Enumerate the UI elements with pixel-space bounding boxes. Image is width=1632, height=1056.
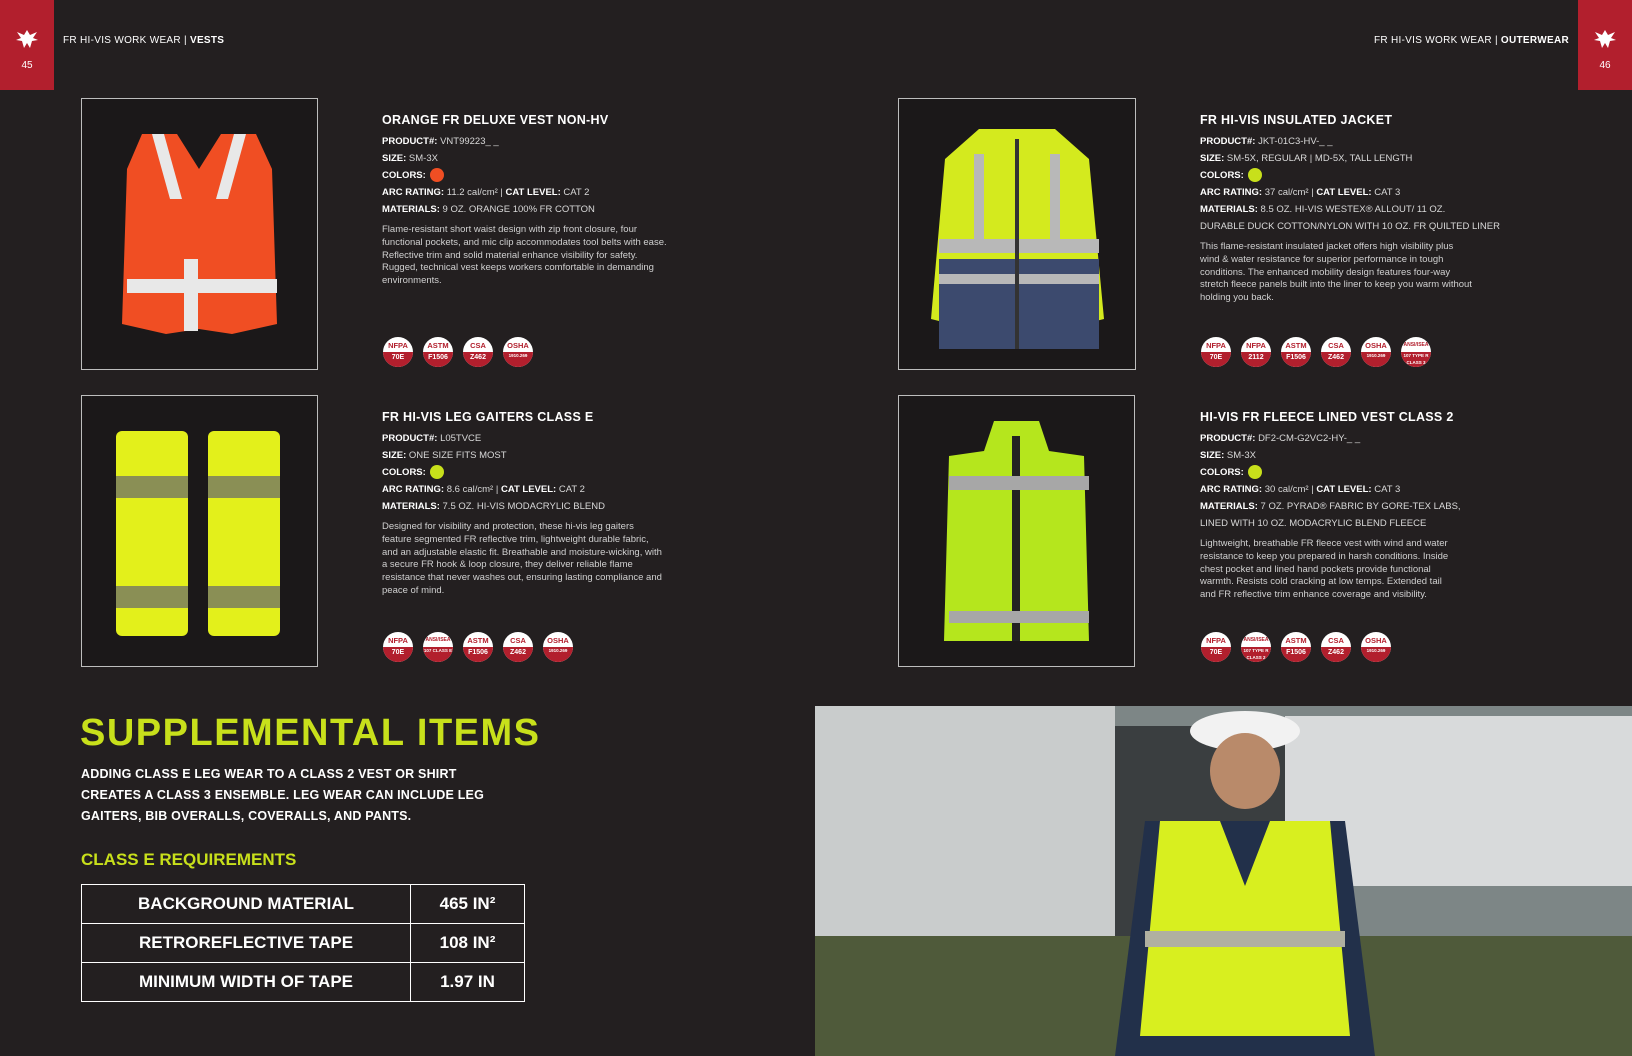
badge-standard: CSA — [470, 341, 486, 350]
cert-badge — [1361, 337, 1391, 367]
color-swatch — [430, 168, 444, 182]
product-size: SIZE: SM-5X, REGULAR | MD-5X, TALL LENGTH — [1200, 153, 1413, 164]
row-value: 465 IN² — [411, 885, 525, 924]
product-number: PRODUCT#: L05TVCE — [382, 433, 482, 444]
color-swatch — [1248, 465, 1262, 479]
cert-badge — [423, 632, 453, 662]
badge-code: F1506 — [423, 352, 453, 367]
row-label: BACKGROUND MATERIAL — [82, 885, 411, 924]
badge-standard: NFPA — [388, 341, 408, 350]
product-description: This flame-resistant insulated jacket offers high visibility plus wind & water resistance for superior performance in tough conditions. The enhanced mobility design features four-way stretch fleece panels built into the liner to keep you warm without holding you back. — [1200, 241, 1472, 304]
section-header-right — [1374, 35, 1569, 46]
badge-code: 1910.269 — [1361, 647, 1391, 662]
badge-standard: CSA — [510, 636, 526, 645]
brand-tab-right — [1578, 0, 1632, 90]
product-materials: MATERIALS: 7.5 OZ. HI-VIS MODACRYLIC BLEND — [382, 501, 605, 512]
product-arc: ARC RATING: 37 cal/cm² | CAT LEVEL: CAT 3 — [1200, 187, 1401, 198]
cert-badge — [463, 337, 493, 367]
product-materials: MATERIALS: 7 OZ. PYRAD® FABRIC BY GORE-TEX LABS, — [1200, 501, 1461, 512]
product-title: ORANGE FR DELUXE VEST NON-HV — [382, 113, 609, 127]
cert-badges — [383, 337, 533, 367]
cert-badges — [1201, 632, 1391, 662]
badge-standard: OSHA — [507, 341, 529, 350]
cert-badge — [503, 632, 533, 662]
product-description: Designed for visibility and protection, these hi-vis leg gaiters feature segmented FR reflective trim, lightweight durable fabric, and an adjustable elastic fit. Breathable and moisture-wicking, with a secure FR hook & loop closure, they deliver reliable flame resistance that never washes out, ensuring lasting compliance and peace of mind. — [382, 521, 662, 596]
table-row — [82, 924, 525, 963]
badge-standard: OSHA — [1365, 341, 1387, 350]
product-orange-vest — [382, 113, 672, 288]
cert-badge — [503, 337, 533, 367]
product-photo-insulated-jacket — [898, 98, 1136, 370]
product-description: Flame-resistant short waist design with zip front closure, four functional pockets, and mic clip accommodates tool belts with ease. Reflective trim and solid material enhance visibility for safety. Rugged, technical vest keeps workers comfortable in demanding environments. — [382, 224, 667, 287]
product-colors: COLORS: — [382, 167, 672, 184]
badge-code: Z462 — [1321, 647, 1351, 662]
cert-badge — [423, 337, 453, 367]
product-colors: COLORS: — [1200, 464, 1490, 481]
product-materials: MATERIALS: 9 OZ. ORANGE 100% FR COTTON — [382, 204, 595, 215]
table-row — [82, 885, 525, 924]
product-size: SIZE: SM-3X — [1200, 450, 1256, 461]
cert-badge — [1201, 337, 1231, 367]
badge-code: Z462 — [1321, 352, 1351, 367]
row-value: 108 IN² — [411, 924, 525, 963]
bird-logo-icon — [1592, 26, 1618, 52]
product-number: PRODUCT#: DF2-CM-G2VC2-HY-_ _ — [1200, 433, 1361, 444]
supplemental-text: ADDING CLASS E LEG WEAR TO A CLASS 2 VEST OR SHIRT CREATES A CLASS 3 ENSEMBLE. LEG WEAR CAN INCLUDE LEG GAITERS, BIB OVERALLS, COVERALLS, AND PANTS. — [81, 767, 485, 823]
cert-badge — [1281, 632, 1311, 662]
badge-code: 1910.269 — [503, 352, 533, 367]
product-title: HI-VIS FR FLEECE LINED VEST CLASS 2 — [1200, 410, 1454, 424]
cert-badge — [1201, 632, 1231, 662]
color-swatch — [1248, 168, 1262, 182]
hivis-jacket-image — [899, 99, 1135, 369]
badge-standard: ANSI/ISEA — [1243, 637, 1269, 643]
badge-standard: OSHA — [547, 636, 569, 645]
badge-standard: NFPA — [1206, 341, 1226, 350]
product-colors: COLORS: — [382, 464, 672, 481]
cert-badge — [1361, 632, 1391, 662]
cert-badge — [383, 337, 413, 367]
badge-code: 107 CLASS E — [423, 647, 453, 662]
badge-code: 1910.269 — [1361, 352, 1391, 367]
bird-logo-icon — [14, 26, 40, 52]
badge-code: 107 TYPE R CLASS 2 — [1241, 647, 1271, 662]
product-materials: MATERIALS: 8.5 OZ. HI-VIS WESTEX® ALLOUT/ 11 OZ. — [1200, 204, 1446, 215]
cert-badge — [1321, 337, 1351, 367]
badge-code: 107 TYPE R CLASS 3 — [1401, 352, 1431, 367]
supplemental-title: SUPPLEMENTAL ITEMS — [80, 712, 541, 754]
badge-code: F1506 — [1281, 352, 1311, 367]
row-value: 1.97 IN — [411, 963, 525, 1002]
product-materials-cont: DURABLE DUCK COTTON/NYLON WITH 10 OZ. FR QUILTED LINER — [1200, 221, 1500, 232]
cert-badge — [1401, 337, 1431, 367]
category-name: VESTS — [189, 35, 225, 46]
product-photo-fleece-vest — [898, 395, 1135, 667]
product-size: SIZE: ONE SIZE FITS MOST — [382, 450, 507, 461]
badge-standard: ASTM — [427, 341, 449, 350]
page-number: 46 — [1599, 60, 1611, 71]
product-number: PRODUCT#: VNT99223_ _ — [382, 136, 499, 147]
badge-code: F1506 — [463, 647, 493, 662]
badge-standard: OSHA — [1365, 636, 1387, 645]
badge-standard: NFPA — [1246, 341, 1266, 350]
cert-badge — [1321, 632, 1351, 662]
badge-standard: ASTM — [1285, 341, 1307, 350]
badge-code: 70E — [383, 352, 413, 367]
cert-badges — [383, 632, 573, 662]
product-arc: ARC RATING: 8.6 cal/cm² | CAT LEVEL: CAT 2 — [382, 484, 585, 495]
fleece-vest-image — [899, 396, 1134, 666]
orange-vest-image — [82, 99, 317, 369]
table-row — [82, 963, 525, 1002]
section-name: FR HI-VIS WORK WEAR — [1373, 35, 1492, 46]
badge-standard: NFPA — [1206, 636, 1226, 645]
badge-standard: ASTM — [1285, 636, 1307, 645]
brand-tab-left — [0, 0, 54, 90]
product-photo-orange-vest — [81, 98, 318, 370]
badge-standard: CSA — [1328, 341, 1344, 350]
leg-gaiters-image — [82, 396, 317, 666]
badge-code: F1506 — [1281, 647, 1311, 662]
product-insulated-jacket — [1200, 113, 1530, 305]
product-title: FR HI-VIS INSULATED JACKET — [1200, 113, 1393, 127]
row-label: RETROREFLECTIVE TAPE — [82, 924, 411, 963]
product-description: Lightweight, breathable FR fleece vest with wind and water resistance to keep you prepared in harsh conditions. Inside chest pocket and lined hand pockets provide functional warmth. Resists cold cracking at low temps. Extended tail and FR reflective trim enhance coverage and visibility. — [1200, 538, 1449, 601]
worker-in-vest-image — [815, 706, 1632, 1056]
badge-standard: ANSI/ISEA — [1403, 342, 1429, 348]
product-colors: COLORS: — [1200, 167, 1530, 184]
badge-code: Z462 — [463, 352, 493, 367]
requirements-table — [81, 884, 525, 1002]
cert-badge — [1241, 632, 1271, 662]
product-materials-cont: LINED WITH 10 OZ. MODACRYLIC BLEND FLEECE — [1200, 518, 1427, 529]
cert-badge — [463, 632, 493, 662]
badge-code: Z462 — [503, 647, 533, 662]
section-name: FR HI-VIS WORK WEAR — [63, 35, 181, 46]
badge-code: 1910.269 — [543, 647, 573, 662]
badge-standard: CSA — [1328, 636, 1344, 645]
cert-badge — [543, 632, 573, 662]
product-photo-leg-gaiters — [81, 395, 318, 667]
product-title: FR HI-VIS LEG GAITERS CLASS E — [382, 410, 594, 424]
badge-code: 2112 — [1241, 352, 1271, 367]
badge-standard: ANSI/ISEA — [425, 637, 451, 643]
badge-standard: ASTM — [467, 636, 489, 645]
badge-code: 70E — [383, 647, 413, 662]
page-number: 45 — [21, 60, 33, 71]
badge-standard: NFPA — [388, 636, 408, 645]
section-header-left — [63, 35, 224, 46]
separator: | — [180, 35, 190, 46]
product-leg-gaiters — [382, 410, 672, 598]
badge-code: 70E — [1201, 352, 1231, 367]
product-arc: ARC RATING: 30 cal/cm² | CAT LEVEL: CAT 3 — [1200, 484, 1401, 495]
cert-badge — [1281, 337, 1311, 367]
product-fleece-vest — [1200, 410, 1490, 602]
color-swatch — [430, 465, 444, 479]
cert-badges — [1201, 337, 1431, 367]
product-size: SIZE: SM-3X — [382, 153, 438, 164]
product-arc: ARC RATING: 11.2 cal/cm² | CAT LEVEL: CAT 2 — [382, 187, 590, 198]
cert-badge — [1241, 337, 1271, 367]
badge-code: 70E — [1201, 647, 1231, 662]
separator: | — [1491, 35, 1501, 46]
worker-photo — [815, 706, 1632, 1056]
cert-badge — [383, 632, 413, 662]
category-name: OUTERWEAR — [1500, 35, 1569, 46]
row-label: MINIMUM WIDTH OF TAPE — [82, 963, 411, 1002]
product-number: PRODUCT#: JKT-01C3-HV-_ _ — [1200, 136, 1333, 147]
requirements-title: CLASS E REQUIREMENTS — [81, 850, 297, 869]
